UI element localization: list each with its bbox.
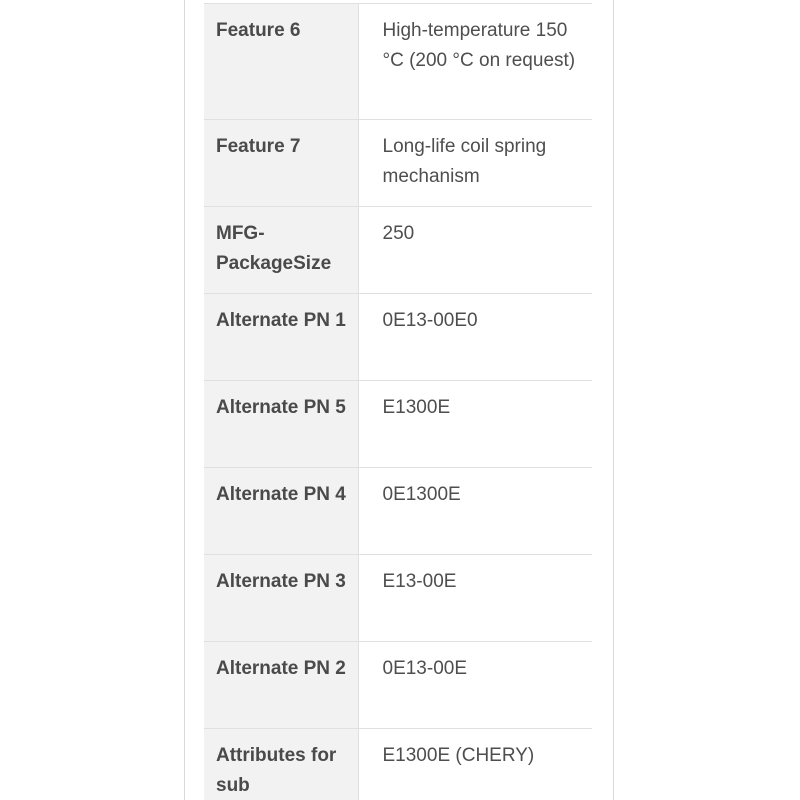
spec-value: 0E13-00E0 <box>358 294 592 381</box>
spec-label: Alternate PN 1 <box>204 294 358 381</box>
table-row <box>204 120 592 207</box>
table-row <box>204 468 592 555</box>
spec-label: MFG-PackageSize <box>204 207 358 294</box>
spec-label: Alternate PN 2 <box>204 642 358 729</box>
spec-value: 0E13-00E <box>358 642 592 729</box>
spec-value: 0E1300E <box>358 468 592 555</box>
spec-label: Alternate PN 5 <box>204 381 358 468</box>
spec-label: Alternate PN 3 <box>204 555 358 642</box>
table-row <box>204 381 592 468</box>
table-row <box>204 729 592 800</box>
table-row <box>204 642 592 729</box>
table-row <box>204 555 592 642</box>
spec-label: Alternate PN 4 <box>204 468 358 555</box>
spec-value: High-temperature 150 °C (200 °C on request) <box>358 4 592 120</box>
table-row <box>204 294 592 381</box>
spec-label: Feature 6 <box>204 4 358 120</box>
table-row <box>204 4 592 120</box>
spec-value: E1300E (CHERY) <box>358 729 592 800</box>
spec-value: 250 <box>358 207 592 294</box>
spec-label: Feature 7 <box>204 120 358 207</box>
spec-table <box>204 3 592 800</box>
spec-value: E13-00E <box>358 555 592 642</box>
table-row <box>204 207 592 294</box>
spec-value: E1300E <box>358 381 592 468</box>
spec-value: Long-life coil spring mechanism <box>358 120 592 207</box>
spec-label: Attributes for sub <box>204 729 358 800</box>
